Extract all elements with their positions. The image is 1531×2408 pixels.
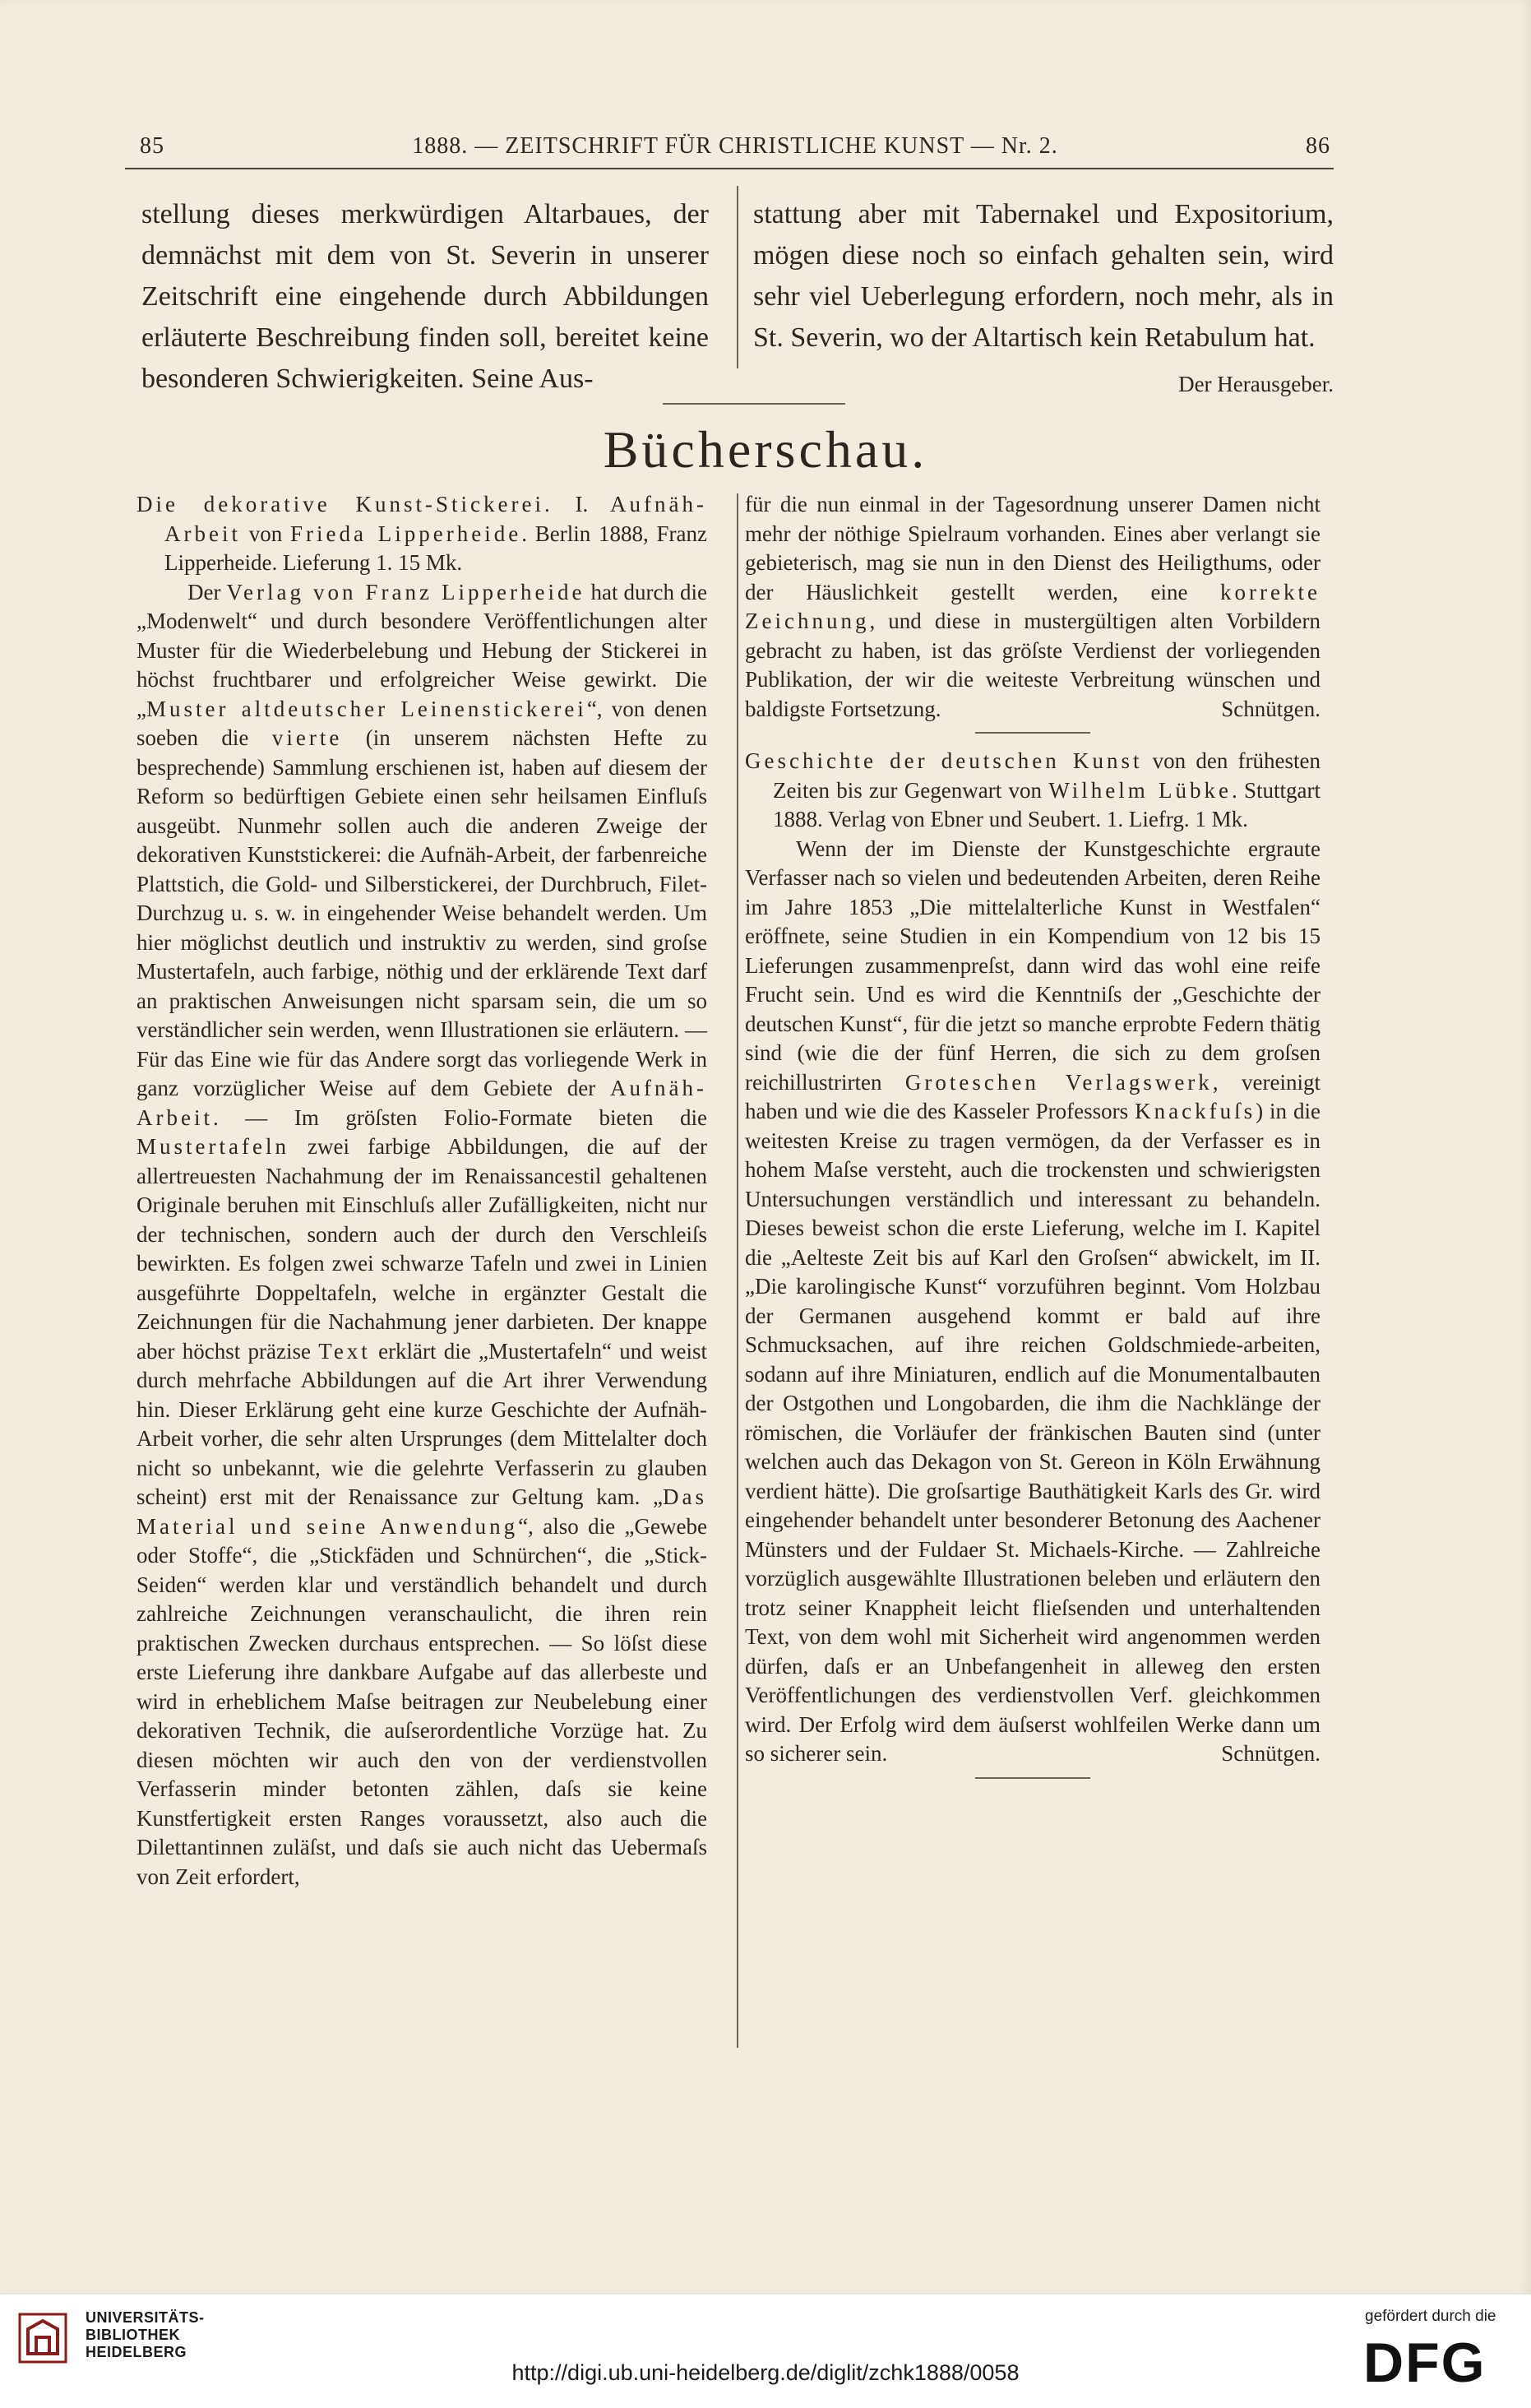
section-rule	[663, 403, 845, 405]
review-column-right	[745, 490, 1321, 1792]
review-heading: Die dekorative Kunst-Stickerei. I. Aufnäh-Arbeit von Frieda Lipperheide. Berlin 1888, Franz Lipperheide. Lieferung 1. 15 Mk.	[136, 492, 707, 575]
column-divider	[737, 493, 738, 2048]
continued-text-right-body: stattung aber mit Tabernakel und Expositorium, mögen diese noch so einfach gehalten sein, wird sehr viel Ueberlegung erfordern, noch mehr, als in St. Severin, wo der Altartisch kein Retabulum hat.	[753, 199, 1334, 353]
review-column-left	[136, 490, 707, 1892]
review-paragraph: Der Verlag von Franz Lipperheide hat durch die „Modenwelt“ und durch besondere Veröffentlichungen alter Muster für die Wiederbelebung und Hebung der Stickerei in höchst fruchtbarer und erfolgreicher Weise gewirkt. Die „Muster altdeutscher Leinenstickerei“, von denen soeben die vierte (in unserem nächsten Hefte zu besprechende) Sammlung erschienen ist, haben auf diesem der Reform so bedürftigen Gebiete einen sehr heilsamen Einfluſs ausgeübt. Nunmehr sollen auch die anderen Zweige der dekorativen Kunststickerei: die Aufnäh-Arbeit, der farbenreiche Plattstich, die Gold- und Silberstickerei, der Durchbruch, Filet-Durchzug u. s. w. in eingehender Weise behandelt werden. Um hier möglichst deutlich und instruktiv zu werden, sind groſse Mustertafeln, auch farbige, nöthig und der erklärende Text darf an praktischen Anweisungen nicht sparsam sein, die um so verständlicher sein werden, wenn Illustrationen sie erläutern. — Für das Eine wie für das Andere sorgt das vorliegende Werk in ganz vorzüglicher Weise auf dem Gebiete der Aufnäh-Arbeit. — Im gröſsten Folio-Formate bieten die Mustertafeln zwei farbige Abbildungen, die auf der allertreuesten Nachahmung der im Renaissancestil gehaltenen Originale beruhen mit Einschluſs aller Zufälligkeiten, nicht nur der technischen, sondern auch der durch den Verschleiſs bewirkten. Es folgen zwei schwarze Tafeln und zwei in Linien ausgeführte Doppeltafeln, welche in ergänzter Gestalt die Zeichnungen für die Nachahmung jener darbieten. Der knappe aber höchst präzise Text erklärt die „Mustertafeln“ und weist durch mehrfache Abbildungen auf die Art ihrer Verwendung hin. Dieser Erklärung geht eine kurze Geschichte der Aufnäh-Arbeit vorher, die sehr alten Ursprunges (dem Mittelalter doch nicht so unbekannt, wie die gelehrte Verfasserin zu glauben scheint) erst mit der Renaissance zur Geltung kam. „Das Material und seine Anwendung“, also die „Gewebe oder Stoffe“, die „Stickfäden und Schnürchen“, die „Stick-Seiden“ werden klar und verständlich behandelt und durch zahlreiche Zeichnungen veranschaulicht, die ihren rein praktischen Zwecken durchaus entsprechen. — So löſst diese erste Lieferung ihre dankbare Aufgabe auf das allerbeste und wird in erheblichem Maſse beitragen zur Neubelebung einer dekorativen Technik, die auſserordentliche Vorzüge hat. Zu diesen möchten wir auch den von der verdienstvollen Verfasserin minder betonten zählen, daſs sie keine Kunstfertigkeit ersten Ranges voraussetzt, also auch die Dilettantinnen zuläſst, und daſs sie auch nicht das Uebermaſs von Zeit erfordert,	[136, 579, 708, 1889]
review-heading: Geschichte der deutschen Kunst von den frühesten Zeiten bis zur Gegenwart von Wilhelm Lübke. Stuttgart 1888. Verlag von Ebner und Seubert. 1. Liefrg. 1 Mk.	[745, 748, 1321, 831]
header-rule	[125, 168, 1334, 169]
section-title: Bücherschau.	[603, 420, 928, 479]
reviewer-signature: Schnütgen.	[1221, 696, 1321, 721]
journal-title: 1888. — ZEITSCHRIFT FÜR CHRISTLICHE KUNST — Nr. 2.	[412, 133, 1058, 159]
editor-signature: Der Herausgeber.	[1178, 372, 1334, 396]
continued-text-right	[753, 194, 1334, 405]
funding-note: gefördert durch die	[1365, 2308, 1496, 2325]
dfg-logo: DFG	[1363, 2332, 1487, 2394]
university-library-logo-icon	[18, 2313, 67, 2364]
review-paragraph-continued: für die nun einmal in der Tagesordnung unserer Damen nicht mehr der nöthige Spielraum vorhanden. Eines aber verlangt sie gebieterisch, mag sie nun in den Dienst des Heiligthums, oder der Häuslichkeit gestellt werden, eine korrekte Zeichnung, und diese in mustergültigen alten Vorbildern gebracht zu haben, ist das gröſste Verdienst der vorliegenden Publikation, der wir die weiteste Verbreitung wünschen und baldigste Fortsetzung. Schnütgen.	[745, 490, 1321, 724]
review-separator	[975, 1777, 1090, 1779]
continued-text-left: stellung dieses merkwürdigen Altarbaues, der demnächst mit dem von St. Severin in unserer Zeitschrift eine eingehende durch Abbildungen erläuterte Beschreibung finden soll, bereitet keine besonderen Schwierigkeiten. Seine Aus-	[141, 199, 709, 394]
running-header	[140, 133, 1330, 168]
page-number-left: 85	[140, 133, 164, 159]
reviewer-signature: Schnütgen.	[1221, 1741, 1321, 1766]
page-number-right: 86	[1306, 133, 1330, 159]
review-paragraph: Wenn der im Dienste der Kunstgeschichte ergraute Verfasser nach so vielen und bedeutenden Arbeiten, deren Reihe im Jahre 1853 „Die mittelalterliche Kunst in Westfalen“ eröffnete, seine Studien in ein Kompendium von 12 bis 15 Lieferungen zusammenpreſst, dann wird das wohl eine reife Frucht sein. Und es wird die Kenntniſs der „Geschichte der deutschen Kunst“, für die jetzt so manche erprobte Federn thätig sind (wie die der fünf Herren, die sich zu dem groſsen reichillustrirten Groteschen Verlagswerk, vereinigt haben und wie die des Kasseler Professors Knackfuſs) in die weitesten Kreise zu tragen vermögen, da der Verfasser es in hohem Maſse versteht, auch die trockensten und schwierigsten Untersuchungen verständlich und interessant zu behandeln. Dieses beweist schon die erste Lieferung, welche im I. Kapitel die „Aelteste Zeit bis auf Karl den Groſsen“ abwickelt, im II. „Die karolingische Kunst“ vorzuführen beginnt. Vom Holzbau der Germanen ausgehend kommt er bald auf ihre Schmucksachen, auf ihre reichen Goldschmiede-arbeiten, sodann auf ihre Miniaturen, endlich auf die Monumentalbauten der Ostgothen und Longobarden, die ihm die Nachklänge der römischen, die Vorläufer der fränkischen Bauten sind (unter welchen auch das Dekagon von St. Gereon in Köln Erwähnung verdient hätte). Die groſsartige Bauthätigkeit Karls des Gr. wird eingehender behandelt unter besonderer Betonung des Aachener Münsters und der Fuldaer St. Michaels-Kirche. — Zahlreiche vorzüglich ausgewählte Illustrationen beleben und erläutern den trotz seiner Knappheit leicht flieſsenden und unterhaltenden Text, von dem wohl mit Sicherheit wird angenommen werden dürfen, daſs er an Unbefangenheit in alleweg den ersten Veröffentlichungen des verdienstvollen Verf. gleichkommen wird. Der Erfolg wird dem äuſserst wohlfeilen Werke dann um so sicherer sein. Schnütgen.	[745, 835, 1321, 1769]
review-separator	[975, 732, 1090, 734]
library-name: UNIVERSITÄTS- BIBLIOTHEK HEIDELBERG	[86, 2309, 205, 2360]
source-url-link[interactable]: http://digi.ub.uni-heidelberg.de/diglit/zchk1888/0058	[511, 2360, 1020, 2385]
column-divider	[737, 186, 738, 368]
